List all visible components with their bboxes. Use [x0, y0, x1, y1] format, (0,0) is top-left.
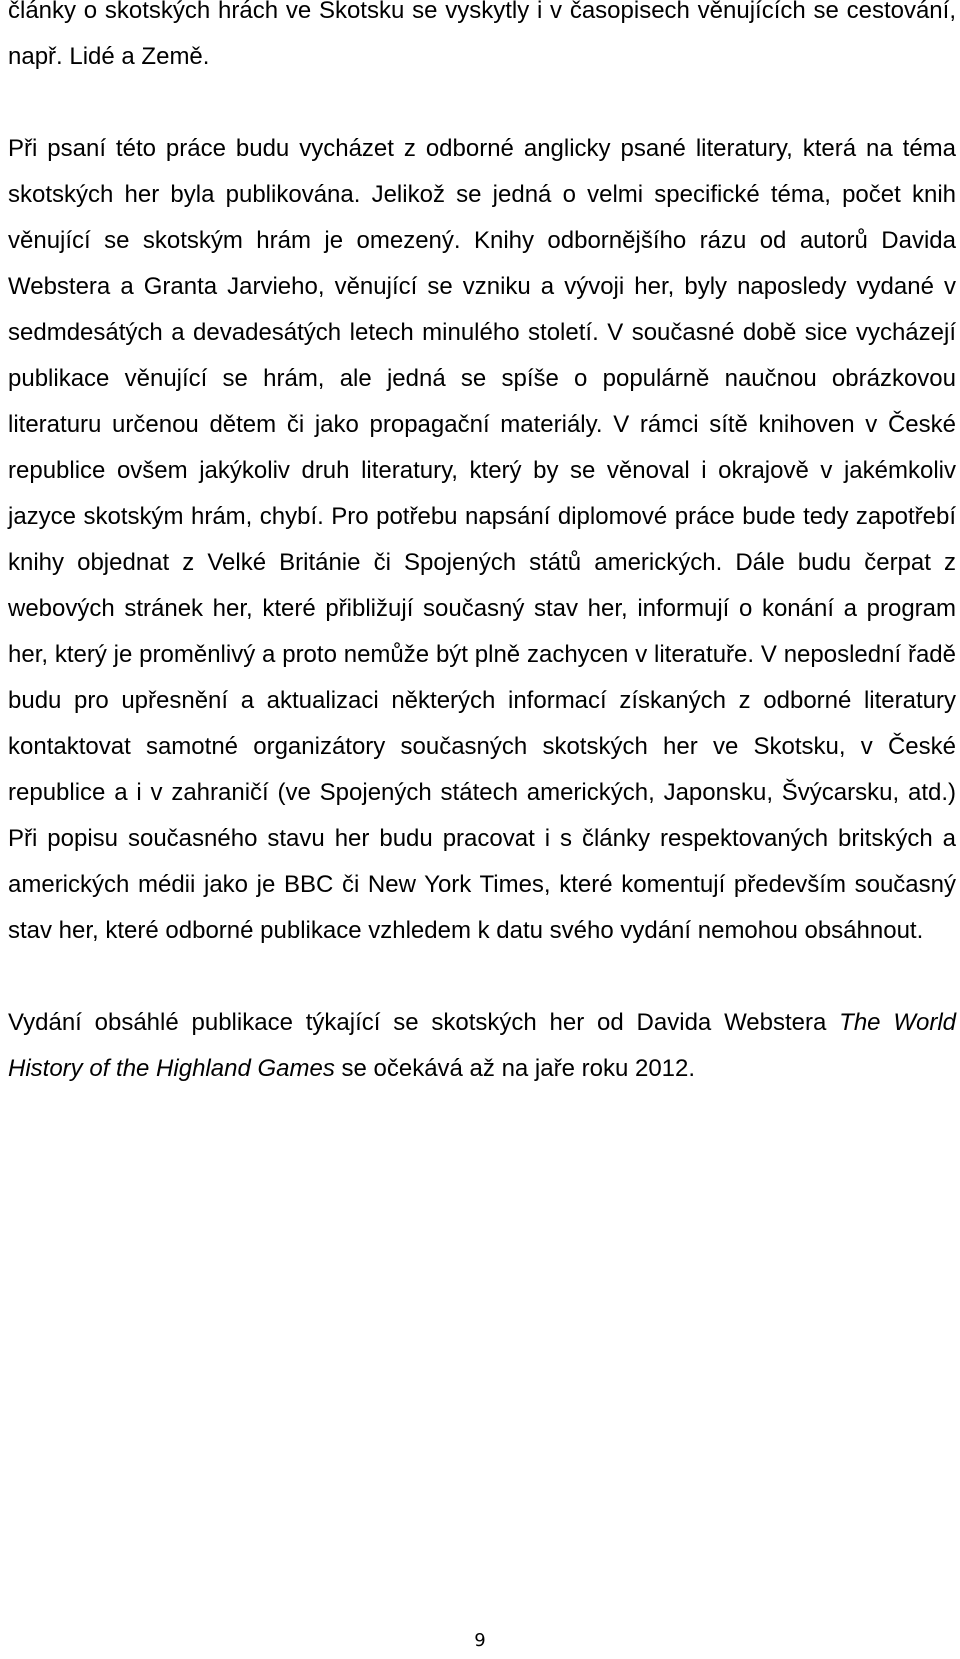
paragraph-3-start: Vydání obsáhlé publikace týkající se skotských her od Davida Webstera — [8, 1009, 840, 1036]
paragraph-2: Při psaní této práce budu vycházet z odborné anglicky psané literatury, která na téma skotských her byla publikována. Jelikož se jedná o velmi specifické téma, počet knih věnující se skotským hrám je omezený. Knihy odbornějšího rázu od autorů Davida Webstera a Granta Jarvieho, věnující se vzniku a vývoji her, byly naposledy vydané v sedmdesátých a devadesátých letech minulého století. V současné době sice vycházejí publikace věnující se hrám, ale jedná se spíše o populárně naučnou obrázkovou literaturu určenou dětem či jako propagační materiály. V rámci sítě knihoven v České republice ovšem jakýkoliv druh literatury, který by se věnoval i okrajově v jakémkoliv jazyce skotským hrám, chybí. Pro potřebu napsání diplomové práce bude tedy zapotřebí knihy objednat z Velké Británie či Spojených států amerických. Dále budu čerpat z webových stránek her, které přibližují současný stav her, informují o konání a program her, který je proměnlivý a proto nemůže být plně zachycen v literatuře. V neposlední řadě budu pro upřesnění a aktualizaci některých informací získaných z odborné literatury kontaktovat samotné organizátory současných skotských her ve Skotsku, v České republice a i v zahraničí (ve Spojených státech amerických, Japonsku, Švýcarsku, atd.) Při popisu současného stavu her budu pracovat i s články respektovaných britských a amerických médii jako je BBC či New York Times, které komentují především současný stav her, které odborné publikace vzhledem k datu svého vydání nemohou obsáhnout. — [8, 135, 956, 944]
paragraph-3 — [8, 1000, 956, 1092]
paragraph-3-end: se očekává až na jaře roku 2012. — [334, 1055, 696, 1082]
book-title: The World History of the Highland Games — [8, 1009, 956, 1082]
document-body — [8, 0, 956, 1092]
paragraph-1: články o skotských hrách ve Skotsku se vyskytly i v časopisech věnujících se cestování, např. Lidé a Země. — [8, 0, 956, 70]
page-number: 9 — [474, 1630, 486, 1651]
